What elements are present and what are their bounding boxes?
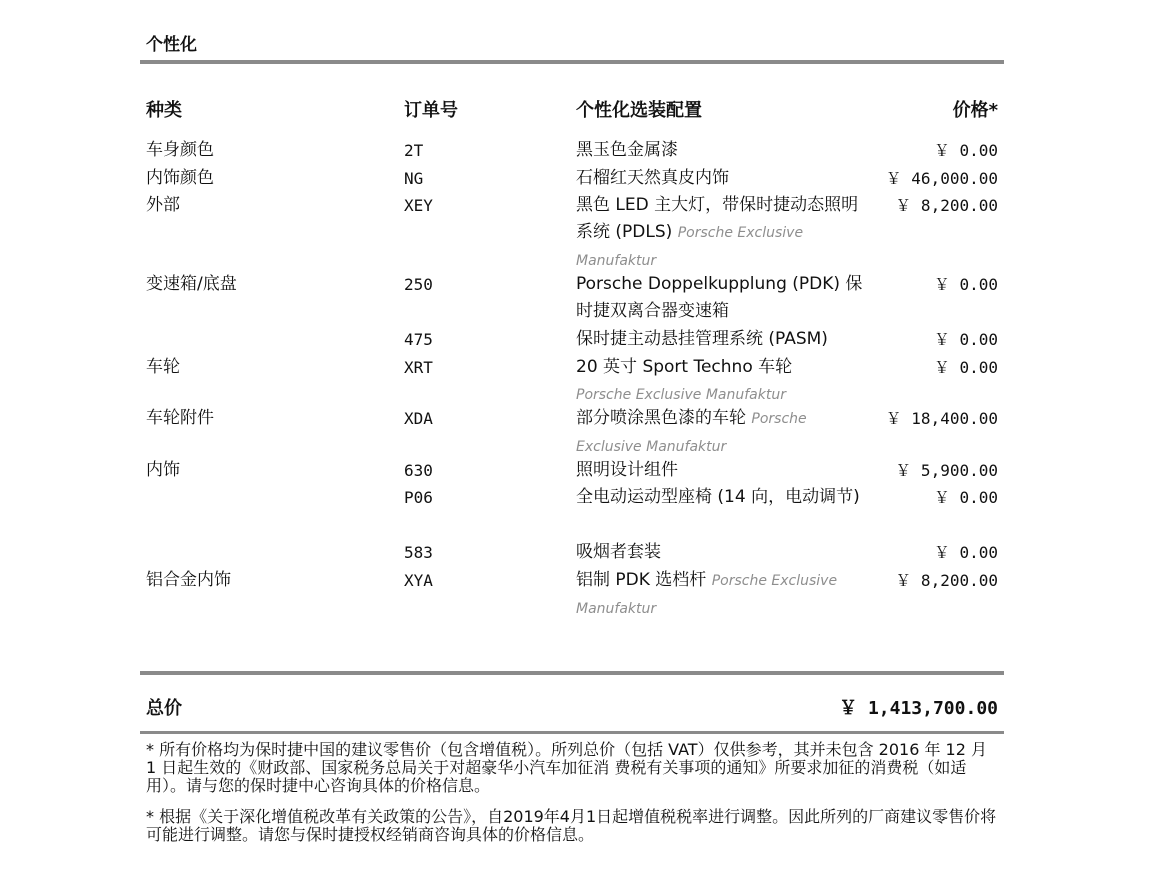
row-description: 黑色 LED 主大灯，带保时捷动态照明系统 (PDLS) Porsche Exclusive Manufaktur <box>576 195 859 269</box>
row-code: 630 <box>404 461 433 480</box>
row-category: 内饰颜色 <box>146 168 214 188</box>
total-divider <box>140 671 1004 675</box>
row-category: 内饰 <box>146 460 180 480</box>
notes-divider <box>140 731 1004 734</box>
row-description: 黑玉色金属漆 <box>576 140 678 160</box>
row-description: 石榴红天然真皮内饰 <box>576 168 729 188</box>
row-price: ￥ 0.00 <box>933 330 998 349</box>
row-category: 车轮 <box>146 357 180 377</box>
row-description: 吸烟者套装 <box>576 542 661 562</box>
top-divider <box>140 60 1004 64</box>
row-code: XEY <box>404 196 433 215</box>
row-price: ￥ 0.00 <box>933 141 998 160</box>
row-description: 保时捷主动悬挂管理系统 (PASM) <box>576 329 828 349</box>
row-price: ￥ 5,900.00 <box>895 461 998 480</box>
row-price: ￥ 0.00 <box>933 358 998 377</box>
row-code: P06 <box>404 488 433 507</box>
header-category: 种类 <box>146 100 182 121</box>
row-code: XYA <box>404 571 433 590</box>
row-price: ￥ 18,400.00 <box>885 409 998 428</box>
row-description: 20 英寸 Sport Techno 车轮 Porsche Exclusive Manufaktur <box>576 357 793 403</box>
row-code: 2T <box>404 141 424 160</box>
exclusive-tag: Porsche Exclusive Manufaktur <box>576 573 838 617</box>
footnote-price: * 所有价格均为保时捷中国的建议零售价（包含增值税）。所列总价（包括 VAT）仅供参考，其并未包含 2016 年 12 月 1 日起生效的《财政部、国家税务总局关于对超豪华小汽车加征消 费税有关事项的通知》所要求加征的消费税（如适用）。请与您的保时捷中心咨询具体的价格信息。 <box>146 740 987 795</box>
total-value: ￥ 1,413,700.00 <box>839 698 998 719</box>
header-price: 价格* <box>952 100 998 121</box>
section-title: 个性化 <box>146 35 197 55</box>
exclusive-tag: Porsche Exclusive Manufaktur <box>576 225 804 269</box>
row-price: ￥ 46,000.00 <box>885 169 998 188</box>
row-description: 铝制 PDK 选档杆 Porsche Exclusive Manufaktur <box>576 570 838 617</box>
row-category: 铝合金内饰 <box>146 570 231 590</box>
row-description: 全电动运动型座椅 (14 向，电动调节) <box>576 487 860 507</box>
row-description: 部分喷涂黑色漆的车轮 Porsche Exclusive Manufaktur <box>576 408 807 455</box>
row-code: XRT <box>404 358 433 377</box>
configuration-document <box>140 0 1004 871</box>
row-category: 车身颜色 <box>146 140 214 160</box>
exclusive-tag: Porsche Exclusive Manufaktur <box>576 411 807 455</box>
row-description: Porsche Doppelkupplung (PDK) 保时捷双离合器变速箱 <box>576 274 863 321</box>
row-code: 250 <box>404 275 433 294</box>
header-config: 个性化选装配置 <box>576 100 702 121</box>
row-code: 583 <box>404 543 433 562</box>
row-price: ￥ 0.00 <box>933 543 998 562</box>
total-label: 总价 <box>146 698 182 719</box>
row-code: XDA <box>404 409 433 428</box>
row-code: NG <box>404 169 424 188</box>
row-description: 照明设计组件 <box>576 460 678 480</box>
row-code: 475 <box>404 330 433 349</box>
footnote-vat: * 根据《关于深化增值税改革有关政策的公告》，自2019年4月1日起增值税税率进行调整。因此所列的厂商建议零售价将可能进行调整。请您与保时捷授权经销商咨询具体的价格信息。 <box>146 807 997 844</box>
row-price: ￥ 8,200.00 <box>895 571 998 590</box>
row-price: ￥ 0.00 <box>933 275 998 294</box>
row-category: 外部 <box>146 195 180 215</box>
row-category: 车轮附件 <box>146 408 214 428</box>
row-price: ￥ 8,200.00 <box>895 196 998 215</box>
exclusive-tag: Porsche Exclusive Manufaktur <box>576 387 786 403</box>
row-price: ￥ 0.00 <box>933 488 998 507</box>
row-category: 变速箱/底盘 <box>146 274 237 294</box>
header-order-no: 订单号 <box>404 100 458 121</box>
